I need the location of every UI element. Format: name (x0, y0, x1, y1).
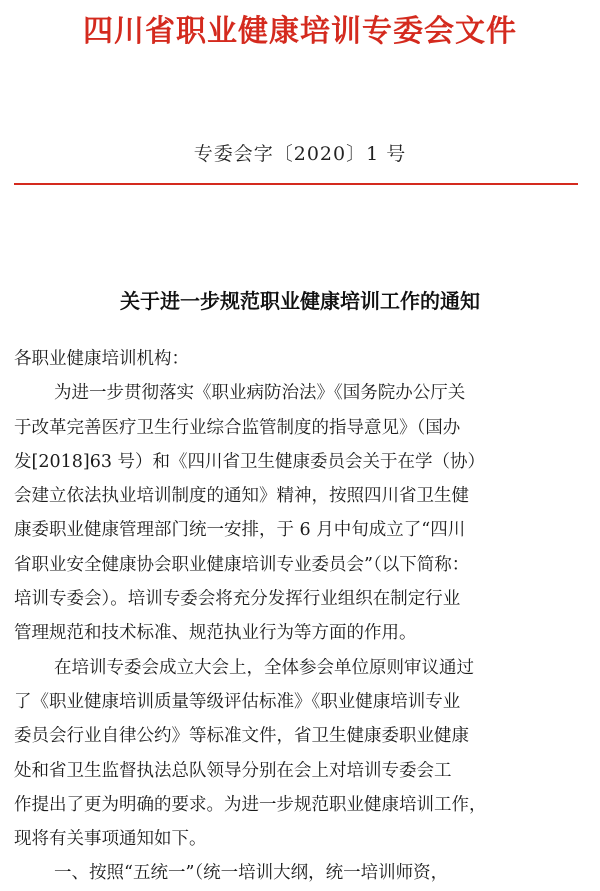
body-line: 了《职业健康培训质量等级评估标准》《职业健康培训专业 (14, 691, 461, 712)
body-line: 现将有关事项通知如下。 (14, 829, 207, 850)
body-line: 康委职业健康管理部门统一安排，于 6 月中旬成立了“四川 (14, 520, 466, 541)
notice-title: 关于进一步规范职业健康培训工作的通知 (120, 289, 480, 313)
body-line: 发[2018]63 号）和《四川省卫生健康委员会关于在学（协） (14, 451, 486, 472)
document-number: 专委会字〔2020〕1 号 (193, 143, 407, 165)
body-line: 于改革完善医疗卫生行业综合监管制度的指导意见》（国办 (14, 417, 461, 438)
body-line: 培训专委会）。培训专委会将充分发挥行业组织在制定行业 (14, 589, 461, 610)
body-line: 为进一步贯彻落实《职业病防治法》《国务院办公厅关 (54, 383, 466, 404)
notice-body (14, 342, 592, 891)
body-line: 管理规范和技术标准、规范执业行为等方面的作用。 (14, 623, 417, 644)
body-line: 会建立依法执业培训制度的通知》精神，按照四川省卫生健 (14, 486, 469, 507)
red-divider-rule (14, 183, 578, 185)
document-header-title: 四川省职业健康培训专委会文件 (83, 14, 517, 49)
body-line: 在培训专委会成立大会上，全体参会单位原则审议通过 (54, 657, 474, 678)
addressee-line: 各职业健康培训机构： (14, 349, 189, 369)
body-line: 一、按照“五统一”（统一培训大纲，统一培训师资， (54, 863, 449, 884)
body-line: 省职业安全健康协会职业健康培训专业委员会”（以下简称： (14, 554, 470, 575)
body-line: 委员会行业自律公约》等标准文件，省卫生健康委职业健康 (14, 726, 469, 747)
body-line: 处和省卫生监督执法总队领导分别在会上对培训专委会工 (14, 760, 452, 781)
body-line: 作提出了更为明确的要求。为进一步规范职业健康培训工作， (14, 794, 487, 815)
